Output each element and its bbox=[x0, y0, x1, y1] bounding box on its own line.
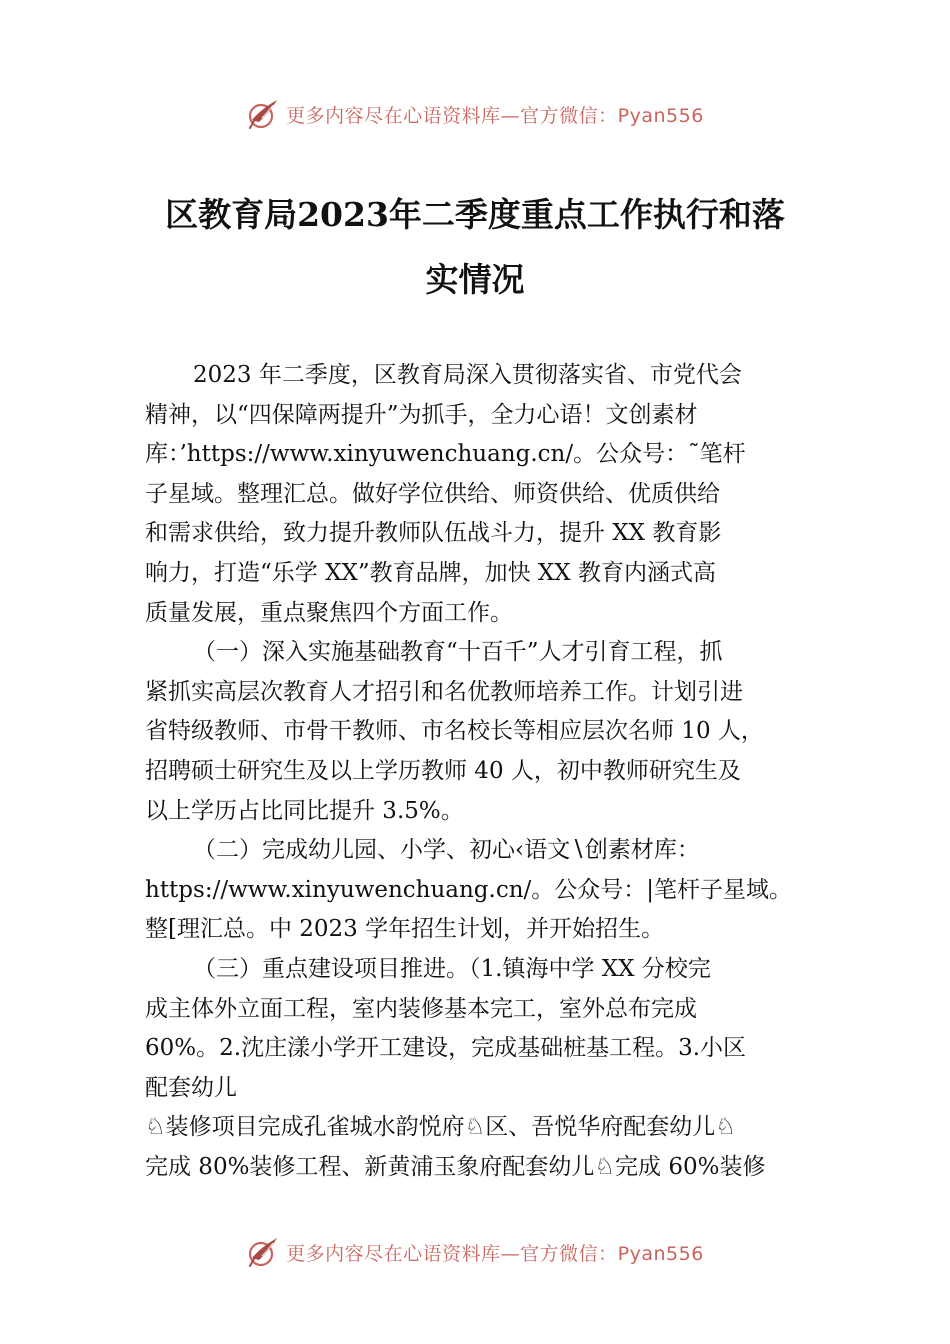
body-line: 紧抓实高层次教育人才招引和名优教师培养工作。计划引进 bbox=[145, 678, 743, 705]
body-line: ♘装修项目完成孔雀城水韵悦府♘区、吾悦华府配套幼儿♘ bbox=[145, 1114, 736, 1141]
body-line: 以上学历占比同比提升 3.5%。 bbox=[145, 797, 464, 824]
body-line: 精神，以“四保障两提升”为抓手，全力心语！文创素材 bbox=[145, 401, 698, 428]
document-body bbox=[145, 356, 815, 1187]
body-line: （二）完成幼儿园、小学、初心‹语文∖创素材库： bbox=[193, 837, 700, 864]
header-banner bbox=[0, 94, 950, 134]
body-line: （三）重点建设项目推进。（1.镇海中学 XX 分校完 bbox=[193, 955, 711, 982]
body-line: 和需求供给，致力提升教师队伍战斗力，提升 XX 教育影 bbox=[145, 520, 722, 547]
document-title-line-2: 实情况 bbox=[425, 260, 525, 299]
footer-banner bbox=[0, 1232, 950, 1272]
body-line: （一）深入实施基础教育“十百千”人才引育工程，抓 bbox=[193, 639, 723, 666]
body-line: 整[理汇总。中 2023 学年招生计划，并开始招生。 bbox=[145, 916, 665, 943]
document-title-line-1: 区教育局2023年二季度重点工作执行和落 bbox=[165, 195, 785, 234]
body-line: 质量发展，重点聚焦四个方面工作。 bbox=[145, 599, 513, 626]
body-line: 子星域。整理汇总。做好学位供给、师资供给、优质供给 bbox=[145, 480, 720, 507]
body-line: 完成 80%装修工程、新黄浦玉象府配套幼儿♘完成 60%装修 bbox=[145, 1153, 766, 1180]
header-banner-text: 更多内容尽在心语资料库—官方微信：Pyan556 bbox=[286, 104, 704, 127]
body-line: 响力，打造“乐学 XX”教育品牌，加快 XX 教育内涵式高 bbox=[145, 559, 716, 586]
body-line: 配套幼儿 bbox=[145, 1074, 237, 1101]
footer-banner-text: 更多内容尽在心语资料库—官方微信：Pyan556 bbox=[286, 1242, 704, 1265]
quill-logo-icon bbox=[246, 1235, 280, 1269]
quill-logo-icon bbox=[246, 97, 280, 131]
body-line: 成主体外立面工程，室内装修基本完工，室外总布完成 bbox=[145, 995, 697, 1022]
body-line: 库：’https://www.xinyuwenchuang.cn/。公众号：˜笔杆 bbox=[145, 441, 746, 468]
body-line: 省特级教师、市骨干教师、市名校长等相应层次名师 10 人， bbox=[145, 718, 764, 745]
body-line: 2023 年二季度，区教育局深入贯彻落实省、市党代会 bbox=[193, 362, 742, 388]
body-line: 招聘硕士研究生及以上学历教师 40 人，初中教师研究生及 bbox=[145, 757, 741, 784]
body-line: 60%。2.沈庄漾小学开工建设，完成基础桩基工程。3.小区 bbox=[145, 1035, 747, 1062]
body-line: https://www.xinyuwenchuang.cn/。公众号：|笔杆子星域。 bbox=[145, 876, 793, 903]
